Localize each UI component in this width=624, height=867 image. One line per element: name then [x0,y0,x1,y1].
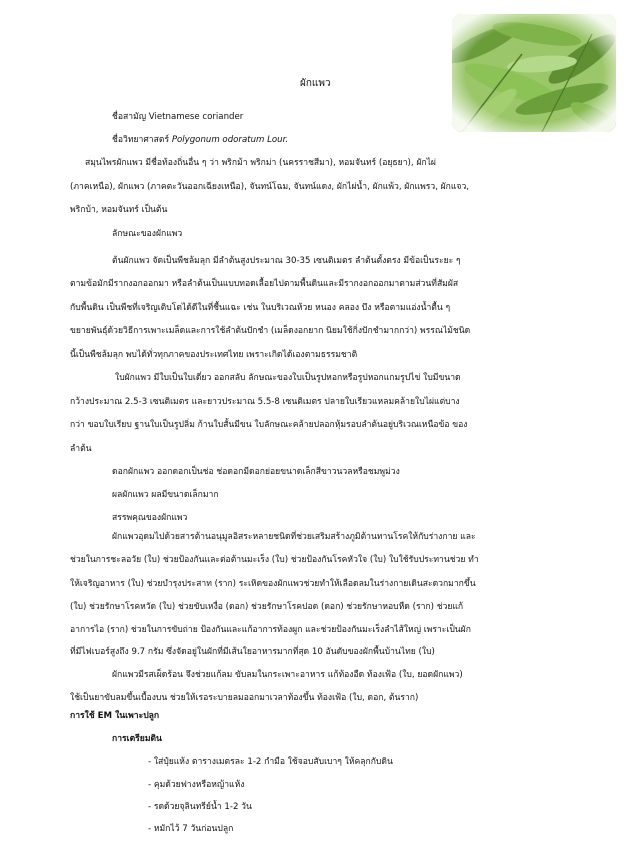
soil-step: - รดด้วยจุลินทรีย์น้ำ 1-2 วัน [148,802,252,812]
leaf-line: ลำต้น [70,444,92,454]
soil-step: - คุมด้วยฟางหรือหญ้าแห้ง [148,780,245,790]
properties-line: ผักแพวมีรสเผ็ดร้อน จึงช่วยแก้ลม ขับลมในกระเพาะอาหาร แก้ท้องอืด ท้องเฟ้อ (ใบ, ยอดผักแพว) [112,670,463,680]
scientific-name-line [112,134,288,146]
characteristics-line: ต้นผักแพว จัดเป็นพืชล้มลุก มีลำต้นสูงประมาณ 30-35 เซนติเมตร ลำต้นตั้งตรง มีข้อเป็นระยะ ๆ [112,256,461,266]
properties-line: ใช้เป็นยาขับลมขึ้นเบื้องบน ช่วยให้เรอระบายลมออกมาเวลาท้องขึ้น ท้องเฟ้อ (ใบ, ดอก, ต้นราก) [70,693,419,703]
soil-heading: การเตรียมดิน [112,734,162,744]
characteristics-line: กับพื้นดิน เป็นพืชที่เจริญเติบโตได้ดีในที่ชื้นแฉะ เช่น ในบริเวณห้วย หนอง คลอง บึง หรือตามแอ่งน้ำตื้น ๆ [70,303,451,313]
properties-line: ผักแพวอุดมไปด้วยสารต้านอนุมูลอิสระหลายชนิดที่ช่วยเสริมสร้างภูมิต้านทานโรคให้กับร่างกาย และ [112,532,476,542]
scientific-name-label: ชื่อวิทยาศาสตร์ [112,135,170,145]
leaf-line: ใบผักแพว มีใบเป็นใบเดี่ยว ออกสลับ ลักษณะของใบเป็นรูปหอกหรือรูปหอกแกมรูปไข่ ใบมีขนาด [115,373,461,383]
characteristics-line: ขยายพันธุ์ด้วยวิธีการเพาะเมล็ดและการใช้ลำต้นปักชำ (เมล็ดงอกยาก นิยมใช้กิ่งปักชำมากกว่า) พรรณไม้ชนิด [70,326,471,336]
properties-line: ให้เจริญอาหาร (ใบ) ช่วยบำรุงประสาท (ราก) ระเหิดของผักแพวช่วยทำให้เลือดลมในร่างกายเดินสะดวกมากขึ้น [70,579,476,589]
common-name-line [112,111,243,123]
common-name-label: ชื่อสามัญ [112,112,147,122]
properties-line: ที่มีไฟเบอร์สูงถึง 9.7 กรัม ซึ่งจัดอยู่ในผักที่มีเส้นใยอาหารมากที่สุด 10 อันดับของผักพื้นบ้านไทย (ใบ) [70,647,435,657]
soil-step: - ใส่ปุ๋ยแห้ง ตารางเมตรละ 1-2 กำมือ ใช้จอบสับเบาๆ ให้คลุกกับดิน [148,757,393,767]
fruit-line: ผลผักแพว ผลมีขนาดเล็กมาก [112,490,219,500]
properties-line: (ใบ) ช่วยรักษาโรคหวัด (ใบ) ช่วยขับเหงื่อ (ดอก) ช่วยรักษาโรคปอด (ดอก) ช่วยรักษาหอบหืด (ราก) ช่วยแก้ [70,602,464,612]
intro-line: พริกบ้า, หอมจันทร์ เป็นต้น [70,205,168,215]
properties-line: ช่วยในการชะลอวัย (ใบ) ช่วยป้องกันและต่อต้านมะเร็ง (ใบ) ช่วยป้องกันโรคหัวใจ (ใบ) ใบใช้รับประทานช่วย ทำ [70,555,479,565]
characteristics-line: นี้เป็นพืชล้มลุก พบได้ทั่วทุกภาคของประเทศไทย เพราะเกิดได้เองตามธรรมชาติ [70,350,358,360]
common-name: Vietnamese coriander [148,112,244,122]
intro-line: สมุนไพรผักแพว มีชื่อท้องถิ่นอื่น ๆ ว่า พริกม้า พริกม่า (นครราชสีมา), หอมจันทร์ (อยุธยา), ผักไผ่ [85,158,436,168]
vietnamese-coriander-photo [452,14,616,132]
characteristics-heading: ลักษณะของผักแพว [112,229,183,239]
scientific-name: Polygonum odoratum Lour. [171,135,289,145]
leaf-line: กว่า ขอบใบเรียบ ฐานใบเป็นรูปลิ่ม ก้านใบสั้นมีขน ใบลักษณะคล้ายปลอกหุ้มรอบลำต้นอยู่บริเวณเหนือข้อ ของ [70,420,468,430]
properties-heading: สรรพคุณของผักแพว [112,513,188,523]
flower-line: ดอกผักแพว ออกดอกเป็นช่อ ช่อดอกมีดอกย่อยขนาดเล็กสีขาวนวลหรือชมพูม่วง [112,467,400,477]
soil-step: - หมักไว้ 7 วันก่อนปลูก [148,824,234,834]
page-title: ผักแพว [300,78,331,89]
characteristics-line: ตามข้อมักมีรากงอกออกมา หรือลำต้นเป็นแบบทอดเลื้อยไปตามพื้นดินและมีรากงอกออกมาตามส่วนที่สัมผัส [70,279,459,289]
intro-line: (ภาคเหนือ), ผักแพว (ภาคตะวันออกเฉียงเหนือ), จันทน์โฉม, จันทน์แดง, ผักไผ่น้ำ, ผักแพ้ว, ผักแพรว, ผักแจว, [70,182,470,192]
leaf-line: กว้างประมาณ 2.5-3 เซนติเมตร และยาวประมาณ 5.5-8 เซนติเมตร ปลายใบเรียวแหลมคล้ายใบไผ่แต่บาง [70,397,460,407]
properties-line: อาการไอ (ราก) ช่วยในการขับถ่าย ป้องกันและแก้อาการท้องผูก และช่วยป้องกันมะเร็งลำไส้ใหญ่ เพราะเป็นผัก [70,625,471,635]
em-heading: การใช้ EM ในเพาะปลูก [70,711,160,721]
